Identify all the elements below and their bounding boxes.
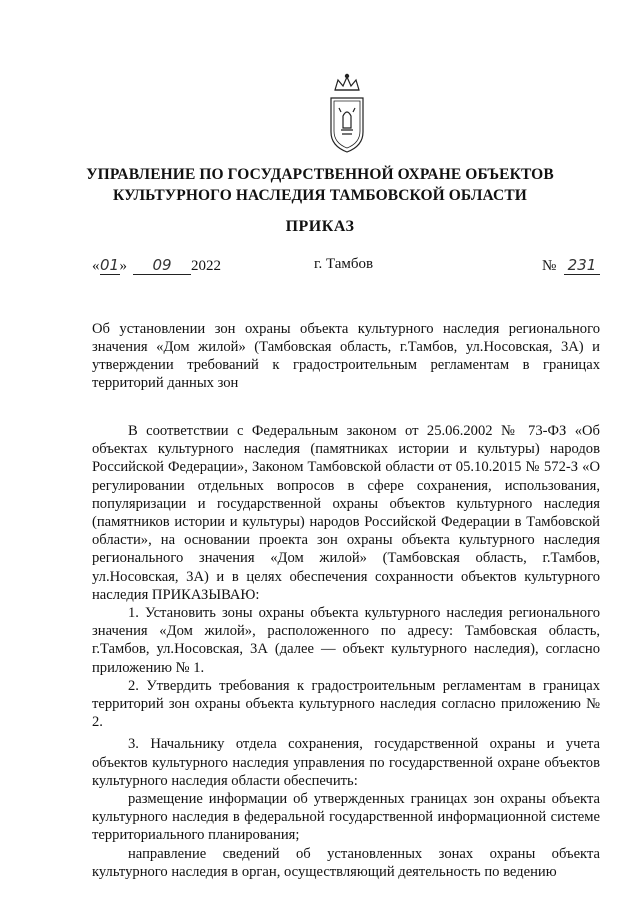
date-day: 01 [99, 256, 120, 274]
order-body [92, 422, 600, 881]
date-open-quote: « [92, 258, 100, 274]
date-month: 09 [133, 256, 191, 275]
item-2-paragraph: 2. Утвердить требования к градостроительным регламентам в границах территорий зон охраны объекта культурного наследия согласно приложению № 2. [92, 677, 600, 731]
city: г. Тамбов [314, 256, 374, 272]
document-type: ПРИКАЗ [285, 218, 355, 235]
organization-name [40, 164, 600, 206]
org-line-1: УПРАВЛЕНИЕ ПО ГОСУДАРСТВЕННОЙ ОХРАНЕ ОБЪЕКТОВ [86, 166, 554, 183]
number-value: 231 [564, 256, 600, 275]
item-3b-paragraph: направление сведений об установленных зонах охраны объекта культурного наследия в орган, осуществляющий деятельность по ведению [92, 845, 600, 880]
item-3a-paragraph: размещение информации об утвержденных границах зон охраны объекта культурного наследия в федеральной государственной информационной системе территориального планирования; [92, 791, 600, 844]
org-line-2: КУЛЬТУРНОГО НАСЛЕДИЯ ТАМБОВСКОЙ ОБЛАСТИ [113, 187, 527, 204]
order-date [92, 256, 221, 275]
date-number-row [92, 256, 600, 278]
order-subject: Об установлении зон охраны объекта культурного наследия регионального значения «Дом жилой» (Тамбовская область, г.Тамбов, ул.Носовская, 3А) и утверждении требований к градостроительным регламентам в границах территорий данных зон [92, 321, 600, 391]
item-3-paragraph: 3. Начальнику отдела сохранения, государственной охраны и учета объектов культурного наследия управления по государственной охране объектов культурного наследия области обеспечить: [92, 736, 600, 789]
item-1-paragraph: 1. Установить зоны охраны объекта культурного наследия регионального значения «Дом жилой», расположенного по адресу: Тамбовская область, г.Тамбов, ул.Носовская, 3А (далее — объект культурного наследия), согласно приложению № 1. [92, 605, 600, 676]
order-number [542, 256, 600, 275]
date-year: 2022 [191, 258, 221, 274]
tambov-coat-of-arms-icon [325, 72, 369, 156]
preamble-paragraph: В соответствии с Федеральным законом от 25.06.2002 № 73-ФЗ «Об объектах культурного наследия (памятниках истории и культуры) народов Российской Федерации», Законом Тамбовской области от 05.10.2015 № 572-З «О регулировании отдельных вопросов в сфере сохранения, использования, популяризации и государственной охраны объектов культурного наследия (памятников истории и культуры) народов Российской Федерации в Тамбовской области», на основании проекта зон охраны объекта культурного наследия регионального значения «Дом жилой» (Тамбовская область, г.Тамбов, ул.Носовская, 3А) и в целях обеспечения сохранности объектов культурного наследия ПРИКАЗЫВАЮ: [92, 423, 600, 603]
number-label: № [541, 258, 557, 274]
date-close-quote: » [119, 258, 127, 274]
